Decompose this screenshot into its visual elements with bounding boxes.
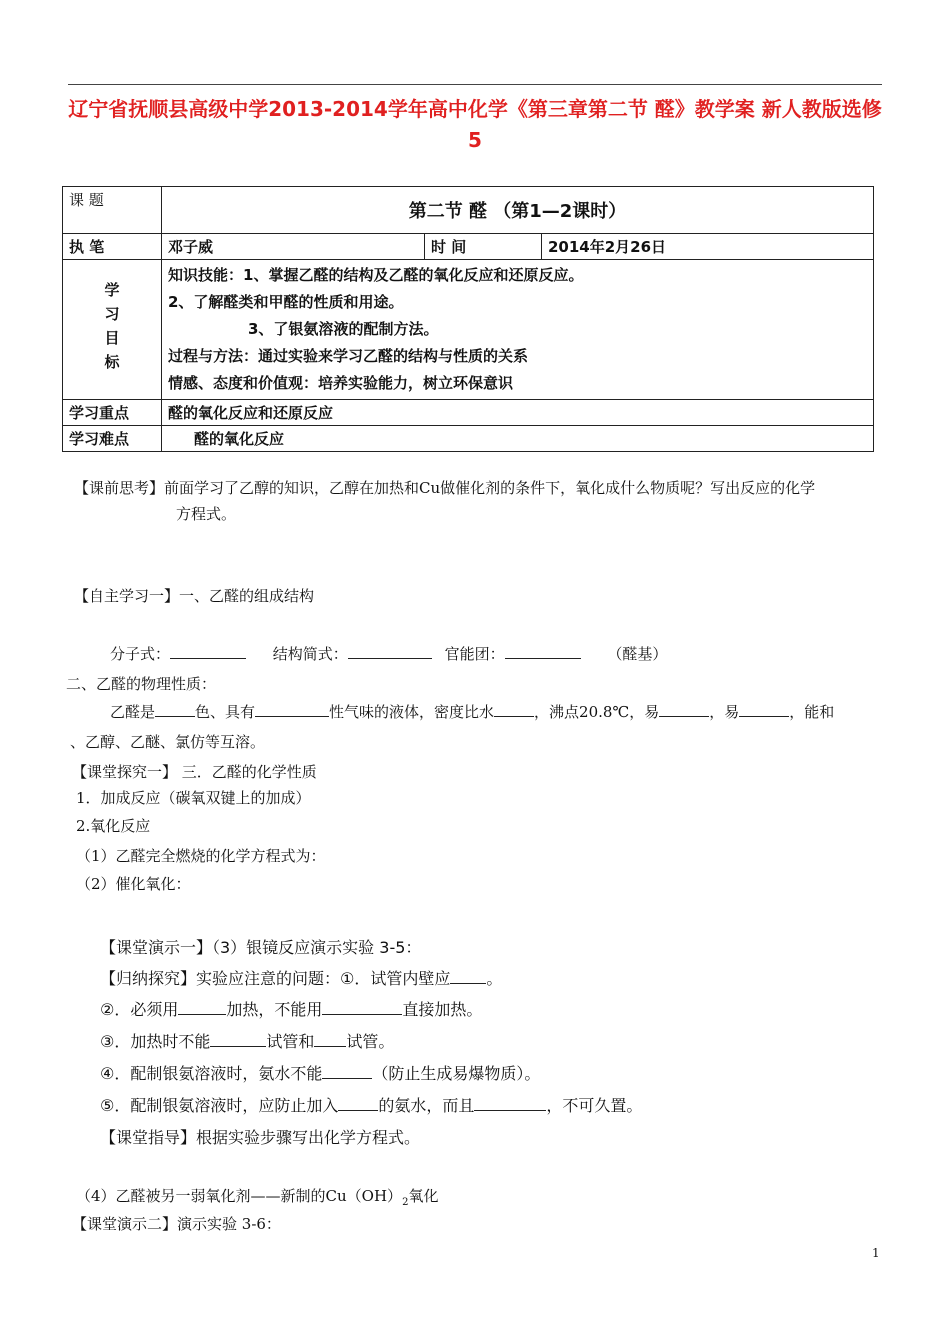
functional-blank [505, 644, 581, 659]
demo-one: 【课堂演示一】（3）银镜反应演示实验 3-5： [100, 938, 422, 957]
addition-reaction: 1．加成反应（碳氧双键上的加成） [76, 789, 311, 807]
formula-blank [170, 644, 246, 659]
learning-goals [162, 260, 874, 400]
summary-note-3: ③．加热时不能 试管和 试管。 [100, 1032, 395, 1051]
author-label: 执 笔 [63, 234, 162, 260]
difficulty-label: 学习难点 [63, 426, 162, 452]
goals-label: 学 习 目 标 [63, 260, 162, 400]
time-label: 时 间 [425, 234, 542, 260]
catalytic-oxidation-item: （2）催化氧化： [76, 875, 191, 893]
date-value: 2014年2月26日 [542, 234, 874, 260]
key-point: 醛的氧化反应和还原反应 [162, 400, 874, 426]
summary-note-5: ⑤．配制银氨溶液时，应防止加入 的氨水，而且 ，不可久置。 [100, 1096, 643, 1115]
summary-note-1: 【归纳探究】实验应注意的问题：①．试管内壁应 。 [100, 969, 503, 988]
goal-item: 过程与方法：通过实验来学习乙醛的结构与性质的关系 [168, 347, 529, 365]
explore-heading: 【课堂探究一】 三．乙醛的化学性质 [72, 763, 317, 781]
page-number: 1 [872, 1246, 880, 1260]
document-title: 辽宁省抚顺县高级中学2013-2014学年高中化学《第三章第二节 醛》教学案 新人教版选修5 [68, 97, 882, 152]
topic-label: 课 题 [63, 187, 162, 234]
key-point-label: 学习重点 [63, 400, 162, 426]
header-rule [68, 84, 882, 85]
combustion-item: （1）乙醛完全燃烧的化学方程式为： [76, 847, 326, 865]
self-study-heading: 【自主学习一】一、乙醛的组成结构 [74, 587, 315, 605]
classroom-guide: 【课堂指导】根据实验步骤写出化学方程式。 [100, 1128, 421, 1147]
structure-line: 分子式： 结构简式： 官能团： （醛基） [110, 645, 668, 663]
structure-blank [348, 644, 432, 659]
goal-item: 2、了解醛类和甲醛的性质和用途。 [168, 293, 404, 311]
preview-question: 【课前思考】前面学习了乙醇的知识，乙醇在加热和Cu做催化剂的条件下，氧化成什么物质呢？写出反应的化学 [74, 479, 816, 497]
goal-item: 情感、态度和价值观：培养实验能力，树立环保意识 [168, 374, 514, 392]
difficulty: 醛的氧化反应 [162, 426, 874, 452]
author-name: 邓子威 [162, 234, 425, 260]
goal-item: 知识技能：1、掌握乙醛的结构及乙醛的氧化反应和还原反应。 [168, 266, 584, 284]
summary-note-2: ②．必须用 加热，不能用 直接加热。 [100, 1000, 483, 1019]
weak-oxidant-item: （4）乙醛被另一弱氧化剂——新制的$Cu(OH)_2$氧化 [76, 1187, 439, 1208]
lesson-info-table [62, 186, 874, 452]
oxidation-reaction: 2.氧化反应 [76, 817, 151, 835]
goal-item: 3、了银氨溶液的配制方法。 [248, 320, 439, 338]
physical-properties-cont: 、乙醇、乙醚、氯仿等互溶。 [70, 733, 266, 751]
preview-question-cont: 方程式。 [176, 505, 237, 523]
physical-heading: 二、乙醛的物理性质： [66, 675, 217, 693]
physical-properties: 乙醛是 色、具有 性气味的液体，密度比水 ，沸点20.8℃，易 ，易 ，能和 [110, 703, 835, 721]
lesson-title: 第二节 醛 （第1—2课时） [162, 187, 874, 234]
demo-two: 【课堂演示二】演示实验 3-6： [72, 1215, 281, 1233]
summary-note-4: ④．配制银氨溶液时，氨水不能 （防止生成易爆物质）。 [100, 1064, 541, 1083]
